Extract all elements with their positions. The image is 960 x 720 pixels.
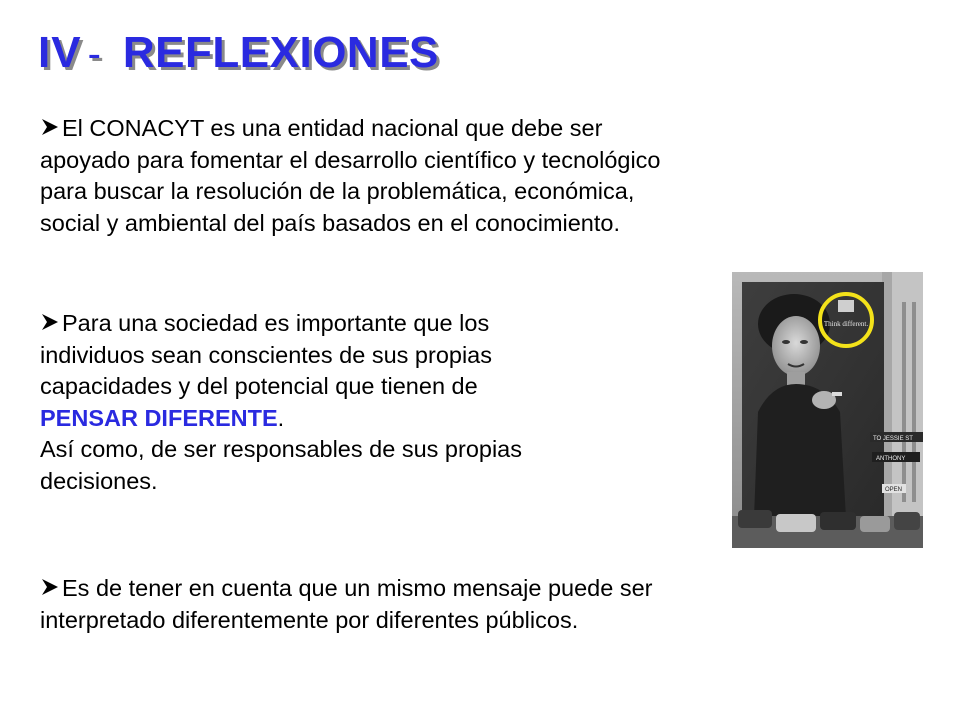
bullet-line: decisiones. xyxy=(40,467,158,494)
bullet-mensaje xyxy=(40,573,652,636)
bullet-line: social y ambiental del país basados en el conocimiento. xyxy=(40,209,621,236)
bullet-line: Es de tener en cuenta que un mismo mensaje puede ser xyxy=(40,573,652,605)
think-different-billboard-photo xyxy=(732,272,923,548)
bullet-line: apoyado para fomentar el desarrollo científico y tecnológico xyxy=(40,146,661,173)
highlight-pensar-diferente: PENSAR DIFERENTE xyxy=(40,404,278,431)
open-sign: OPEN xyxy=(885,487,903,493)
arrowhead-bullet-icon xyxy=(40,578,62,596)
bullet-line: individuos sean conscientes de sus propias xyxy=(40,341,492,368)
bullet-line: El CONACYT es una entidad nacional que debe ser xyxy=(40,113,661,145)
bullet-sociedad xyxy=(40,308,522,497)
title-text: REFLEXIONES xyxy=(122,28,439,77)
bullet-line: Así como, de ser responsables de sus propias xyxy=(40,436,523,462)
bullet-line: para buscar la resolución de la problemática, económica, xyxy=(40,178,635,204)
billboard-photo-illustration xyxy=(732,272,923,548)
arrowhead-bullet-icon xyxy=(40,118,62,136)
bullet-line: capacidades y del potencial que tienen de xyxy=(40,373,478,399)
bullet-line: PENSAR DIFERENTE. xyxy=(40,404,285,431)
bullet-conacyt xyxy=(40,113,661,239)
bullet-line: interpretado diferentemente por diferentes públicos. xyxy=(40,606,579,633)
bullet-line: Para una sociedad es importante que los xyxy=(40,308,522,340)
title-separator: - xyxy=(87,32,101,76)
arrowhead-bullet-icon xyxy=(40,313,62,331)
street-sign-anthony: ANTHONY xyxy=(876,456,906,462)
title-section-number: IV xyxy=(38,28,82,77)
slide-title xyxy=(38,28,439,88)
street-sign-jessie: TO JESSIE ST xyxy=(873,436,913,442)
billboard-slogan: Think different. xyxy=(823,320,869,328)
